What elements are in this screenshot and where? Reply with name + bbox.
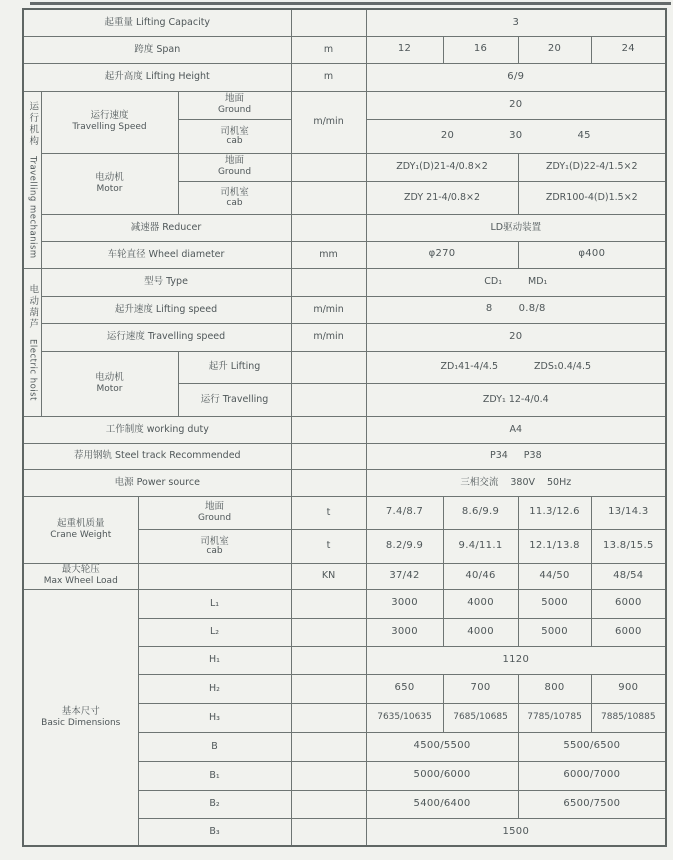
unit-travelling-speed: m/min xyxy=(291,91,366,153)
value-b2-b: 6500/7500 xyxy=(518,790,666,818)
row-power-source xyxy=(23,469,666,496)
value-steel-track-b: P38 xyxy=(523,450,542,462)
value-h2-2: 700 xyxy=(443,674,518,703)
sub-dim-l1: L₁ xyxy=(138,589,291,618)
value-hoist-type-a: CD₁ xyxy=(484,276,503,288)
value-working-duty: A4 xyxy=(366,416,666,443)
label-reducer: 减速器 Reducer xyxy=(41,214,291,241)
row-travel-motor-ground xyxy=(23,153,666,181)
sub-dim-b1: B₁ xyxy=(138,761,291,790)
label-travelling-speed xyxy=(41,91,178,153)
value-span-2: 16 xyxy=(443,36,518,63)
value-h3-4: 7885/10885 xyxy=(591,703,666,732)
value-travel-cab-1: 20 xyxy=(440,129,455,141)
value-power-source-phase: 三相交流 xyxy=(460,476,499,488)
sub-dim-h1: H₁ xyxy=(138,646,291,674)
value-l2-3: 5000 xyxy=(518,618,591,646)
label-basic-dimensions xyxy=(23,589,138,846)
row-lifting-capacity xyxy=(23,9,666,36)
value-h2-4: 900 xyxy=(591,674,666,703)
row-lifting-speed xyxy=(23,296,666,323)
sub-weight-ground xyxy=(138,496,291,529)
crane-spec-table xyxy=(22,8,667,847)
value-b-b: 5500/6500 xyxy=(518,732,666,761)
value-l2-4: 6000 xyxy=(591,618,666,646)
row-crane-weight-ground xyxy=(23,496,666,529)
label-max-wheel-load-zh: 最大轮压 xyxy=(61,564,100,576)
value-steel-track-a: P34 xyxy=(489,450,508,462)
value-max-wheel-load-2: 40/46 xyxy=(443,563,518,589)
unit-dim-l2-empty xyxy=(291,618,366,646)
sub-motor-ground-en: Ground xyxy=(217,167,252,178)
value-l1-3: 5000 xyxy=(518,589,591,618)
unit-span: m xyxy=(291,36,366,63)
sub-weight-cab-zh: 司机室 xyxy=(200,535,229,547)
label-lifting-height: 起升高度 Lifting Height xyxy=(23,63,291,91)
sub-travel-ground-zh: 地面 xyxy=(225,93,245,105)
sub-motor-ground-zh: 地面 xyxy=(225,155,245,167)
unit-working-duty-empty xyxy=(291,416,366,443)
sub-dim-h3: H₃ xyxy=(138,703,291,732)
row-reducer xyxy=(23,214,666,241)
sub-travel-cab-zh: 司机室 xyxy=(220,125,249,137)
value-power-source xyxy=(366,469,666,496)
value-h3-2: 7685/10685 xyxy=(443,703,518,732)
label-lifting-capacity: 起重量 Lifting Capacity xyxy=(23,9,291,36)
label-wheel-diameter: 车轮直径 Wheel diameter xyxy=(41,241,291,268)
value-wheel-diameter-b: φ400 xyxy=(518,241,666,268)
value-l2-1: 3000 xyxy=(366,618,443,646)
value-max-wheel-load-3: 44/50 xyxy=(518,563,591,589)
sub-travel-cab xyxy=(178,119,291,153)
unit-dim-b1-empty xyxy=(291,761,366,790)
row-hoist-motor-lifting xyxy=(23,351,666,383)
sub-hoist-motor-lifting: 起升 Lifting xyxy=(178,351,291,383)
label-basic-dimensions-zh: 基本尺寸 xyxy=(61,705,100,717)
label-lifting-speed: 起升速度 Lifting speed xyxy=(41,296,291,323)
value-power-source-frequency: 50Hz xyxy=(547,476,572,488)
unit-dim-b2-empty xyxy=(291,790,366,818)
unit-lifting-speed: m/min xyxy=(291,296,366,323)
sub-weight-ground-zh: 地面 xyxy=(205,500,225,512)
label-crane-weight-zh: 起重机质量 xyxy=(56,517,105,529)
row-wheel-diameter xyxy=(23,241,666,268)
row-steel-track xyxy=(23,443,666,469)
group-electric-hoist xyxy=(23,268,41,416)
label-hoist-travel-speed: 运行速度 Travelling speed xyxy=(41,323,291,351)
value-b-a: 4500/5500 xyxy=(366,732,518,761)
value-lifting-speed-b: 0.8/8 xyxy=(518,303,546,315)
sub-dim-b2: B₂ xyxy=(138,790,291,818)
value-h2-3: 800 xyxy=(518,674,591,703)
unit-dim-l1-empty xyxy=(291,589,366,618)
value-motor-ground-b: ZDY₁(D)22-4/1.5×2 xyxy=(518,153,666,181)
value-motor-cab-b: ZDR100-4(D)1.5×2 xyxy=(518,181,666,214)
unit-lifting-capacity-empty xyxy=(291,9,366,36)
value-hoist-motor-lifting xyxy=(366,351,666,383)
value-b2-a: 5400/6400 xyxy=(366,790,518,818)
value-travel-speed-ground: 20 xyxy=(366,91,666,119)
sub-travel-ground-en: Ground xyxy=(217,105,252,116)
label-travel-motor-zh: 电动机 xyxy=(95,171,124,183)
unit-power-source-empty xyxy=(291,469,366,496)
value-travel-cab-3: 45 xyxy=(577,129,591,141)
label-steel-track: 荐用钢轨 Steel track Recommended xyxy=(23,443,291,469)
row-max-wheel-load xyxy=(23,563,666,589)
sub-motor-cab-en: cab xyxy=(226,197,243,208)
unit-reducer-empty xyxy=(291,214,366,241)
label-crane-weight xyxy=(23,496,138,563)
row-span xyxy=(23,36,666,63)
value-span-3: 20 xyxy=(518,36,591,63)
label-power-source: 电源 Power source xyxy=(23,469,291,496)
value-motor-ground-a: ZDY₁(D)21-4/0.8×2 xyxy=(366,153,518,181)
unit-motor-cab-empty xyxy=(291,181,366,214)
unit-motor-ground-empty xyxy=(291,153,366,181)
value-l1-1: 3000 xyxy=(366,589,443,618)
value-max-wheel-load-1: 37/42 xyxy=(366,563,443,589)
value-weight-ground-3: 11.3/12.6 xyxy=(518,496,591,529)
value-wheel-diameter-a: φ270 xyxy=(366,241,518,268)
unit-hoist-motor-lifting-empty xyxy=(291,351,366,383)
value-l1-2: 4000 xyxy=(443,589,518,618)
value-lifting-speed xyxy=(366,296,666,323)
label-crane-weight-en: Crane Weight xyxy=(50,529,112,540)
value-weight-ground-2: 8.6/9.9 xyxy=(443,496,518,529)
unit-weight-ground: t xyxy=(291,496,366,529)
label-hoist-motor xyxy=(41,351,178,416)
value-steel-track xyxy=(366,443,666,469)
label-hoist-motor-zh: 电动机 xyxy=(95,371,124,383)
scan-page-edge-line xyxy=(30,2,671,5)
group-electric-hoist-zh: 电动葫芦 xyxy=(27,283,39,330)
unit-dim-b3-empty xyxy=(291,818,366,846)
label-basic-dimensions-en: Basic Dimensions xyxy=(41,717,121,728)
unit-hoist-travel-speed: m/min xyxy=(291,323,366,351)
unit-max-wheel-load: KN xyxy=(291,563,366,589)
label-max-wheel-load-en: Max Wheel Load xyxy=(43,576,118,587)
value-h2-1: 650 xyxy=(366,674,443,703)
value-lifting-capacity: 3 xyxy=(366,9,666,36)
group-travelling-mechanism xyxy=(23,91,41,268)
row-hoist-travel-speed xyxy=(23,323,666,351)
sub-travel-cab-en: cab xyxy=(226,136,243,147)
sub-motor-cab xyxy=(178,181,291,214)
value-span-1: 12 xyxy=(366,36,443,63)
value-hoist-motor-travel: ZDY₁ 12-4/0.4 xyxy=(366,383,666,416)
sub-motor-cab-zh: 司机室 xyxy=(220,187,249,199)
value-weight-ground-1: 7.4/8.7 xyxy=(366,496,443,529)
value-reducer: LD驱动装置 xyxy=(366,214,666,241)
sub-travel-ground xyxy=(178,91,291,119)
sub-weight-ground-en: Ground xyxy=(197,512,232,523)
value-b1-a: 5000/6000 xyxy=(366,761,518,790)
unit-hoist-motor-travel-empty xyxy=(291,383,366,416)
value-hoist-travel-speed: 20 xyxy=(366,323,666,351)
label-travelling-speed-en: Travelling Speed xyxy=(72,122,147,133)
sub-dim-l2: L₂ xyxy=(138,618,291,646)
value-weight-cab-1: 8.2/9.9 xyxy=(366,529,443,563)
value-l1-4: 6000 xyxy=(591,589,666,618)
value-motor-cab-a: ZDY 21-4/0.8×2 xyxy=(366,181,518,214)
sub-weight-cab-en: cab xyxy=(206,546,223,557)
label-working-duty: 工作制度 working duty xyxy=(23,416,291,443)
value-weight-ground-4: 13/14.3 xyxy=(591,496,666,529)
label-travel-motor-en: Motor xyxy=(96,183,123,194)
value-max-wheel-load-4: 48/54 xyxy=(591,563,666,589)
row-hoist-type xyxy=(23,268,666,296)
value-hoist-motor-lifting-a: ZD₁41-4/4.5 xyxy=(440,361,499,373)
group-travelling-mechanism-en: Travelling mechanism xyxy=(27,155,38,259)
row-travel-speed-ground xyxy=(23,91,666,119)
unit-wheel-diameter: mm xyxy=(291,241,366,268)
unit-dim-h1-empty xyxy=(291,646,366,674)
unit-lifting-height: m xyxy=(291,63,366,91)
value-travel-cab-2: 30 xyxy=(509,129,523,141)
sub-weight-cab xyxy=(138,529,291,563)
sub-dim-b: B xyxy=(138,732,291,761)
unit-dim-h3-empty xyxy=(291,703,366,732)
value-lifting-speed-a: 8 xyxy=(485,303,493,315)
value-h3-1: 7635/10635 xyxy=(366,703,443,732)
value-hoist-type xyxy=(366,268,666,296)
unit-dim-b-empty xyxy=(291,732,366,761)
unit-dim-h2-empty xyxy=(291,674,366,703)
group-travelling-mechanism-zh: 运行机构 xyxy=(27,100,39,147)
value-b1-b: 6000/7000 xyxy=(518,761,666,790)
group-electric-hoist-en: Electric hoist xyxy=(27,338,38,401)
value-hoist-motor-lifting-b: ZDS₁0.4/4.5 xyxy=(534,361,592,373)
value-span-4: 24 xyxy=(591,36,666,63)
value-h1: 1120 xyxy=(366,646,666,674)
label-hoist-type: 型号 Type xyxy=(41,268,291,296)
value-hoist-type-b: MD₁ xyxy=(528,276,548,288)
value-weight-cab-3: 12.1/13.8 xyxy=(518,529,591,563)
sub-motor-ground xyxy=(178,153,291,181)
value-weight-cab-4: 13.8/15.5 xyxy=(591,529,666,563)
unit-steel-track-empty xyxy=(291,443,366,469)
value-lifting-height: 6/9 xyxy=(366,63,666,91)
row-dim-l1 xyxy=(23,589,666,618)
label-travel-motor xyxy=(41,153,178,214)
value-l2-2: 4000 xyxy=(443,618,518,646)
value-weight-cab-2: 9.4/11.1 xyxy=(443,529,518,563)
cell-max-wheel-load-empty xyxy=(138,563,291,589)
value-h3-3: 7785/10785 xyxy=(518,703,591,732)
sub-dim-h2: H₂ xyxy=(138,674,291,703)
value-power-source-voltage: 380V xyxy=(510,476,536,488)
sub-dim-b3: B₃ xyxy=(138,818,291,846)
row-lifting-height xyxy=(23,63,666,91)
label-max-wheel-load xyxy=(23,563,138,589)
unit-weight-cab: t xyxy=(291,529,366,563)
sub-hoist-motor-travel: 运行 Travelling xyxy=(178,383,291,416)
label-hoist-motor-en: Motor xyxy=(96,383,123,394)
unit-hoist-type-empty xyxy=(291,268,366,296)
label-travelling-speed-zh: 运行速度 xyxy=(90,110,129,122)
row-working-duty xyxy=(23,416,666,443)
value-travel-speed-cab xyxy=(366,119,666,153)
value-b3: 1500 xyxy=(366,818,666,846)
label-span: 跨度 Span xyxy=(23,36,291,63)
